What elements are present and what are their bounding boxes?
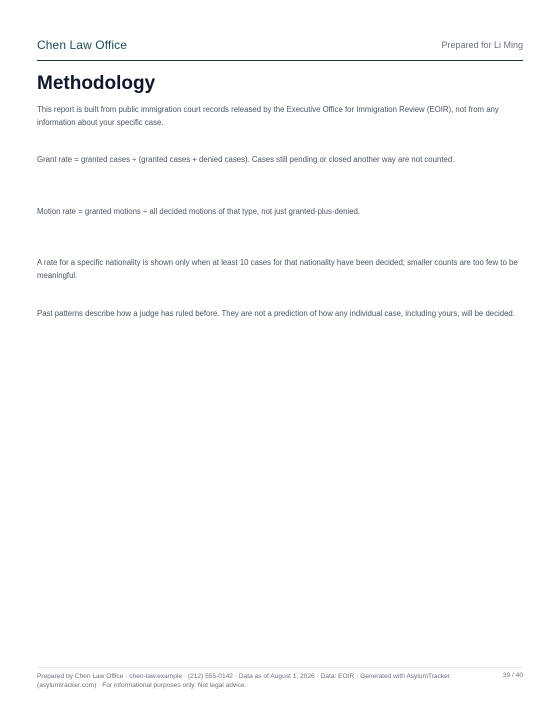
firm-name: Chen Law Office [37,38,127,52]
prepared-for-label: Prepared for Li Ming [441,40,523,50]
page-footer [37,667,523,690]
page-header [37,36,523,61]
footer-text: Prepared by Chen Law Office · chen-law.example · (212) 555-0142 · Data as of August 1, 2026 · Data: EOIR · Generated with AsylumTracker (asylumtracker.com) · For informational purposes only. Not legal advice. [37,673,451,689]
page-number: 39 / 40 [502,672,523,679]
intro-paragraph: This report is built from public immigration court records released by the Executive Office for Immigration Review (EOIR), not from any information about your specific case. [37,105,499,127]
grant-rate-paragraph: Grant rate = granted cases ÷ (granted cases + denied cases). Cases still pending or closed another way are not counted. [37,155,455,164]
past-patterns-disclaimer: Past patterns describe how a judge has ruled before. They are not a prediction of how any individual case, including yours, will be decided. [37,309,515,318]
nationality-threshold-paragraph: A rate for a specific nationality is shown only when at least 10 cases for that nationality have been decided; smaller counts are too few to be meaningful. [37,258,518,280]
motion-rate-paragraph: Motion rate = granted motions ÷ all decided motions of that type, not just granted-plus-denied. [37,207,361,216]
page-title: Methodology [37,73,156,94]
